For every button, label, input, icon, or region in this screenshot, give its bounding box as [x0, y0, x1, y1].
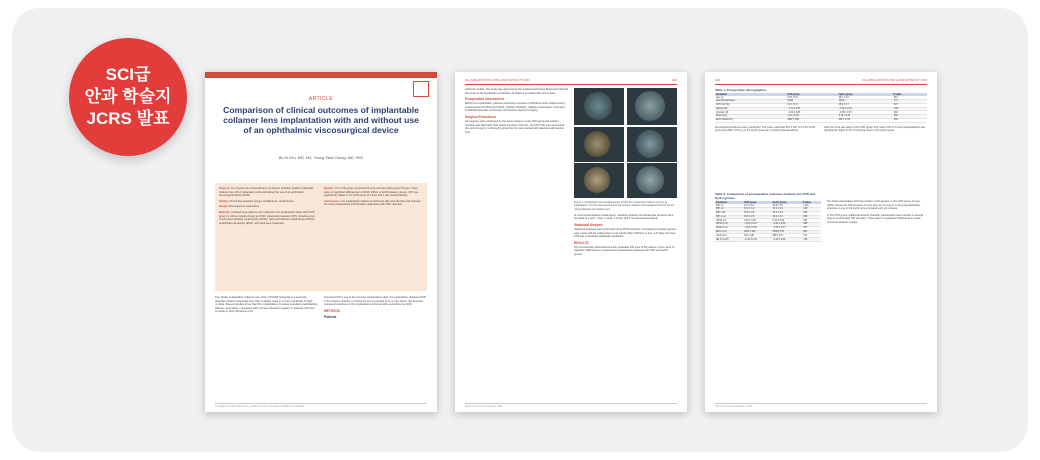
figure-caption: Figure 1. Ophthalmic viscosurgical device (OVD)-free intraocular collamer lens (ICL) implantation. The ICL was inserted into the anterior chamber and positioned behind the iris using balanced salt solution only.: [574, 201, 675, 211]
surgery-figure: [574, 88, 677, 198]
table-header-cell: P value: [892, 93, 927, 96]
table-1-block: [715, 88, 927, 133]
table-cell: 17.2 ± 4.1: [743, 207, 771, 211]
abstract-left-column: [219, 187, 318, 287]
running-head: [465, 78, 677, 85]
paper-authors: Bu Ki Kim, MD, MS, Young Taek Chung, MD, PhD: [278, 156, 364, 160]
methods-heading: METHODS: [324, 308, 340, 313]
table-header-cell: P value: [802, 201, 821, 204]
table-row: [715, 118, 927, 122]
running-head-title: ICL IMPLANTATION WITH AND WITHOUT OVD: [862, 78, 927, 82]
figure-photo-c: [574, 127, 624, 162]
running-head: [715, 78, 927, 85]
table-cell: Sex (female/male): [715, 99, 786, 103]
abstract-paragraph: Results: The OVD group comprised 50 eyes and the Hydro group 50 eyes. There were no significant differences in UDVA, CDVA, or ECD between groups. IOP was significantly higher in the OVD group at 1 hour and 1 day postoperatively.: [324, 187, 419, 198]
table-cell: Cylinder (D): [715, 111, 786, 115]
table-header-cell: OVD group: [743, 201, 771, 204]
page2-right-column: [574, 88, 677, 400]
figure-photo-b: [627, 88, 677, 125]
table-cell: .674: [892, 103, 927, 107]
table-cell: UDVA 1 d: [715, 219, 743, 223]
table-cell: 27.8 ± 5.6: [786, 96, 837, 99]
table-cell: UDVA 1 mo: [715, 223, 743, 227]
abstract-paragraph: Purpose: To compare the clinical efficacy of posterior chamber phakic implantable collamer lens (ICL) implantation with and without the use of an ophthalmic viscosurgical device (OVD).: [219, 187, 314, 198]
body-paragraph: All surgeries were performed by the same surgeon. In the OVD group the anterior chamber was filled with OVD before insertion of the ICL, and the OVD was removed at the end of surgery. In the Hydro group the ICL was inserted with balanced salt solution only.: [465, 119, 565, 134]
table-cell: −0.06 ± 0.06: [743, 226, 771, 230]
table-cell: .452: [802, 211, 821, 215]
table-cell: .824: [802, 230, 821, 234]
table-cell: 512 ± 187: [743, 234, 771, 238]
table-cell: 28.1 ± 6.0: [838, 96, 893, 99]
table-cell: 2839 ± 275: [772, 230, 802, 234]
table-header-cell: Parameter: [715, 201, 743, 204]
table-cell: −7.02 ± 2.43: [838, 107, 893, 111]
body-paragraph: The retrospective observational study evaluated 100 eyes of 50 patients. There were no significant differences in preoperative characteristics between the OVD and Hydro groups.: [574, 245, 675, 257]
table-header-cell: Hydro group: [838, 93, 893, 96]
table-cell: .771: [892, 99, 927, 103]
table-cell: .508: [802, 223, 821, 227]
table-cell: 15.2 ± 2.5: [772, 211, 802, 215]
table-cell: .447: [802, 226, 821, 230]
table-cell: −0.12 ± 0.31: [743, 238, 771, 242]
table-cell: 2851 ± 262: [743, 230, 771, 234]
body-paragraph: shift over time was seen in the OVD group. The mean IOP at 1 hour postoperatively was significantly higher in the OVD group than in the Hydro group.: [824, 125, 926, 133]
table-cell: .682: [892, 111, 927, 115]
table-header-cell: Parameter: [715, 93, 786, 96]
table-cell: −0.04 ± 0.07: [743, 223, 771, 227]
table-cell: .838: [802, 215, 821, 219]
table-cell: ECD (cells/mm²): [715, 118, 786, 122]
paper-title: Comparison of clinical outcomes of implantable collamer lens implantation with and without use of an ophthalmic viscosurgical device: [223, 105, 419, 135]
abstract-right-column: [324, 187, 423, 287]
table-cell: 16.8 ± 3.9: [772, 204, 802, 207]
table-cell: ACD (mm): [715, 115, 786, 119]
abstract-paragraph: Setting: Onnuri Eye Hospital, Jeonju, Jeollabuk-do, South Korea.: [219, 199, 295, 203]
table-cell: CDVA 3 mo: [715, 226, 743, 230]
badge-line-3: JCRS 발표: [86, 109, 170, 128]
table-cell: IOP 1 h: [715, 204, 743, 207]
table-cell: <.001: [802, 204, 821, 207]
body-paragraph: of uncorrected distance visual acuity, manifest refraction and intraocular pressure were recorded at 1 hour, 1 day, 1 week, 1 month and 3 months postoperatively.: [574, 213, 674, 221]
table-cell: 498 ± 176: [772, 234, 802, 238]
table-row: [715, 238, 821, 242]
table-cell: −0.95 ± 0.79: [838, 111, 893, 115]
page1-body: [215, 296, 427, 398]
page1-body-right: [324, 296, 427, 398]
table-cell: IOP (mm Hg): [715, 103, 786, 107]
table-cell: 14/11: [786, 99, 837, 103]
table-cell: 2871 ± 272: [838, 118, 893, 122]
badge-line-1: SCI급: [105, 65, 151, 84]
table-cell: 21.3 ± 6.2: [743, 204, 771, 207]
table-cell: 15.1 ± 2.3: [786, 103, 837, 107]
table-header-cell: OVD group: [786, 93, 837, 96]
table-cell: .663: [892, 115, 927, 119]
table-cell: .012: [802, 207, 821, 211]
abstract-paragraph: Design: Retrospective case series.: [219, 205, 260, 209]
table-cell: 3.19 ± 0.22: [838, 115, 893, 119]
table-cell: Age (y): [715, 96, 786, 99]
table-cell: 14.9 ± 2.4: [772, 215, 802, 219]
body-paragraph: The final postoperative IOP was similar in both groups. In the OVD group, 9 eyes (18%) showed an IOP increase of more than 10 mm Hg at 1 hour postoperatively, whereas no eye in the Hydro group showed such an increase.: [827, 200, 921, 211]
abstract-paragraph: Conclusions: ICL implantation without an OVD was safe and effective and reduced the early postoperative IOP elevation associated with OVD retention.: [324, 199, 421, 207]
table-1: [715, 93, 927, 123]
table-cell: IOP 1 mo: [715, 215, 743, 219]
table-cell: IOP 1 wk: [715, 211, 743, 215]
table-cell: Vault (µm): [715, 234, 743, 238]
body-paragraph: Increased IOP is one of the common complications after ICL implantation. Retained OVD in the anterior chamber or behind the ICL is reported to be a main cause. We therefore compared outcomes of ICL implantation performed with and without an OVD.: [324, 296, 426, 307]
table-cell: .738: [802, 238, 821, 242]
figure-photo-e: [574, 163, 624, 198]
table-header-cell: Hydro group: [772, 201, 802, 204]
table-cell: .691: [892, 118, 927, 122]
page3-right-text: [827, 200, 927, 225]
table-2-title: Table 2. Comparison of postoperative outcomes between the OVD and Hydro groups.: [715, 192, 816, 200]
journal-header-bar: [205, 72, 437, 78]
table-cell: Sphere (D): [715, 107, 786, 111]
table-cell: −1.02 ± 0.88: [786, 111, 837, 115]
figure-photo-f: [627, 163, 677, 198]
paper-page-1: [205, 72, 437, 412]
body-paragraph: Statistical analyses were performed using SPSS software. Comparisons between groups were made with the independent t test and the Mann-Whitney U test. A P value less than 0.05 was considered statistically significant.: [574, 228, 676, 239]
table-cell: ECD 3 mo: [715, 230, 743, 234]
paper-page-3: [705, 72, 937, 412]
table-cell: .561: [802, 219, 821, 223]
table-cell: −0.05 ± 0.07: [772, 226, 802, 230]
table-2: [715, 201, 821, 242]
table-cell: 15.4 ± 2.9: [772, 207, 802, 211]
abstract-paragraph: Methods: Included were patients who underwent ICL implantation either with (OVD group) or without (Hydro group) an OVD. Intraocular pressure (IOP), refractive error, uncorrected distance visual acuity (UDVA), corrected distance visual acuity (CDVA), endothelial cell density (ECD), and vault were measured.: [219, 210, 316, 225]
surgical-heading: Surgical Procedures: [465, 114, 497, 119]
intro-paragraph: The Visian implantable collamer lens (ICL) (STAAR Surgical) is a posterior chamber phakic intraocular lens that is widely used to correct moderate to high myopia. Recent studies show that ICL implantation provides excellent predictability, efficacy, and safety compared with corneal refractive surgery in patients with thin corneas or high refractive error.: [215, 295, 318, 314]
table-1-title: Table 1. Preoperative demographics.: [715, 88, 768, 92]
page2-footer: Volume 47 Issue 2 February 2021: [465, 403, 677, 408]
running-head-title: ICL IMPLANTATION WITH AND WITHOUT OVD: [465, 78, 530, 82]
results-heading: RESULTS: [574, 240, 589, 245]
table-2-block: [715, 192, 821, 242]
table-cell: 15.3 ± 2.7: [838, 103, 893, 107]
body-paragraph: In the OVD group, additional anterior chamber paracentesis was required in several eyes to control early IOP elevation. There were no significant differences in visual outcomes between groups.: [827, 213, 923, 224]
page1-footer: Copyright © 2021 Published by Wolters Kluwer on behalf of ASCRS and ESCRS: [215, 403, 427, 408]
figure-photo-d: [627, 127, 677, 162]
table-cell: 15/10: [838, 99, 893, 103]
preop-heading: Preoperative Assessment: [465, 97, 504, 102]
table-cell: 15.0 ± 2.6: [743, 215, 771, 219]
paper-page-2: [455, 72, 687, 412]
table-cell: 0.02 ± 0.08: [743, 219, 771, 223]
body-paragraph: All surgical procedures were uneventful. The mean vault was 512 ± 187 µm in the OVD group and 498 ± 176 µm in the Hydro group at 3 months postoperatively.: [715, 125, 815, 133]
table-cell: .812: [892, 96, 927, 99]
table-cell: −0.10 ± 0.29: [772, 238, 802, 242]
body-paragraph: spherical models. The study was approved by the Institutional Review Board and followed the tenets of the Declaration of Helsinki. All patients provided informed consent.: [465, 88, 568, 95]
figure-photo-a: [574, 88, 624, 125]
table-cell: 15.6 ± 2.8: [743, 211, 771, 215]
table-cell: −7.21 ± 2.51: [786, 107, 837, 111]
section-label: ARTICLE: [308, 96, 334, 102]
table-cell: SE 3 mo (D): [715, 238, 743, 242]
table-cell: 3.21 ± 0.24: [786, 115, 837, 119]
stats-heading: Statistical Analysis: [574, 223, 603, 228]
table-cell: .701: [802, 234, 821, 238]
badge-line-2: 안과 학술지: [84, 87, 172, 106]
page2-columns: [465, 88, 677, 400]
journal-logo-icon: [413, 81, 429, 97]
patients-heading: Patients: [324, 314, 337, 319]
page-number: 200: [715, 78, 721, 82]
table-cell: 2892 ± 255: [786, 118, 837, 122]
table-cell: IOP 1 d: [715, 207, 743, 211]
sci-journal-badge: [69, 38, 187, 156]
page-number: 193: [671, 78, 677, 82]
abstract-box: [215, 183, 427, 291]
page2-left-column: [465, 88, 568, 400]
table-cell: 0.03 ± 0.09: [772, 219, 802, 223]
page1-body-left: [215, 296, 318, 398]
page3-footer: Volume 47 Issue 2 February 2021: [715, 403, 927, 408]
body-paragraph: Before ICL implantation, patients underwent a review of ophthalmic and medical history, measurement of UDVA and CDVA, manifest refraction, slitlamp examination, tonometry, endothelial specular microscopy, and anterior segment imaging.: [465, 102, 566, 113]
table-cell: .706: [892, 107, 927, 111]
table-cell: −0.03 ± 0.08: [772, 223, 802, 227]
